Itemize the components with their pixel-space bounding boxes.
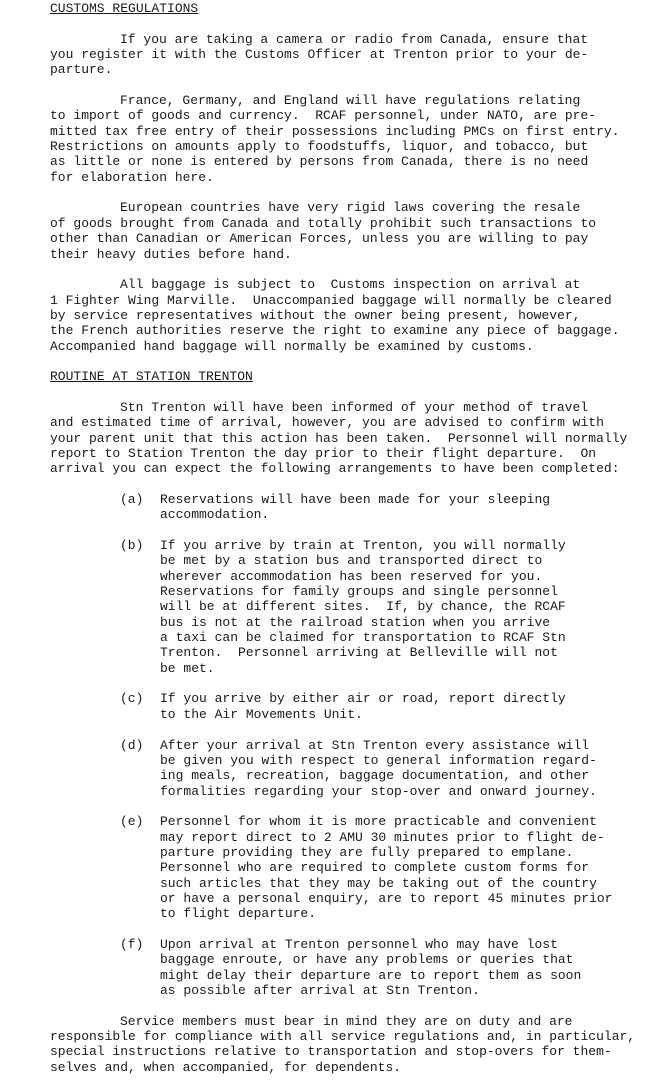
list-item-line: be met by a station bus and transported direct to	[160, 553, 543, 569]
list-item-label: (b)	[120, 538, 144, 554]
list-item-line: to flight departure.	[160, 906, 317, 922]
list-item	[0, 691, 650, 722]
paragraph-line: Service members must bear in mind they are on duty and are	[120, 1013, 573, 1029]
paragraph-line: for elaboration here.	[50, 169, 214, 185]
list-item-line: Upon arrival at Trenton personnel who may have lost	[160, 936, 558, 952]
list-item-line: Personnel who are required to complete custom forms for	[160, 860, 590, 876]
section-heading	[0, 1, 650, 16]
list-item-label: (e)	[120, 814, 144, 830]
list-item-label: (d)	[120, 737, 144, 753]
list-item-label: (a)	[120, 492, 144, 507]
paragraph	[0, 32, 650, 78]
list-item	[0, 937, 650, 998]
list-item-line: such articles that they may be taking out of the country	[160, 875, 597, 891]
list-item-line: may report direct to 2 AMU 30 minutes prior to flight de-	[160, 829, 605, 845]
list-item-line: Reservations will have been made for your sleeping	[160, 492, 551, 507]
paragraph-line: All baggage is subject to Customs inspection on arrival at	[120, 277, 581, 293]
paragraph	[0, 200, 650, 261]
list-item-line: as possible after arrival at Stn Trenton.	[160, 983, 480, 998]
list-item-line: to the Air Movements Unit.	[160, 706, 363, 722]
paragraph	[0, 277, 650, 354]
list-item-line: Reservations for family groups and single personnel	[160, 584, 558, 600]
paragraph	[0, 1014, 650, 1075]
list-item	[0, 738, 650, 799]
list-item-line: or have a personal enquiry, are to report 45 minutes prior	[160, 890, 613, 906]
paragraph-line: European countries have very rigid laws covering the resale	[120, 200, 581, 216]
paragraph-line: to import of goods and currency. RCAF personnel, under NATO, are pre-	[50, 108, 597, 124]
paragraph-line: you register it with the Customs Officer at Trenton prior to your de-	[50, 47, 589, 63]
paragraph-line: by service representatives without the owner being present, however,	[50, 307, 581, 323]
paragraph-line: responsible for compliance with all service regulations and, in particular,	[50, 1029, 636, 1045]
list-item	[0, 814, 650, 921]
paragraph-line: your parent unit that this action has been taken. Personnel will normally	[50, 430, 628, 446]
list-item	[0, 538, 650, 676]
list-item-line: wherever accommodation has been reserved for you.	[160, 568, 543, 584]
list-item-line: ing meals, recreation, baggage documentation, and other	[160, 768, 590, 784]
list-item-line: be given you with respect to general information regard-	[160, 752, 597, 768]
list-item	[0, 492, 650, 523]
list-item-line: might delay their departure are to report them as soon	[160, 967, 582, 983]
list-item-line: will be at different sites. If, by chance, the RCAF	[160, 599, 566, 615]
paragraph-line: as little or none is entered by persons from Canada, there is no need	[50, 154, 589, 170]
list-item-line: If you arrive by either air or road, report directly	[160, 691, 566, 707]
paragraph	[0, 400, 650, 477]
paragraph-line: France, Germany, and England will have regulations relating	[120, 93, 581, 109]
list-item-line: Trenton. Personnel arriving at Belleville will not	[160, 645, 558, 661]
paragraph-line: other than Canadian or American Forces, unless you are willing to pay	[50, 231, 589, 247]
paragraph-line: Accompanied hand baggage will normally be examined by customs.	[50, 338, 534, 354]
list-item-line: be met.	[160, 660, 215, 676]
paragraph-line: Stn Trenton will have been informed of your method of travel	[120, 399, 589, 415]
list-item-label: (f)	[120, 936, 144, 952]
section-heading-text: CUSTOMS REGULATIONS	[50, 1, 199, 16]
list-item-line: bus is not at the railroad station when you arrive	[160, 614, 551, 630]
paragraph-line: report to Station Trenton the day prior to their flight departure. On	[50, 445, 597, 461]
list-item-line: formalities regarding your stop-over and onward journey.	[160, 783, 597, 799]
paragraph-line: Restrictions on amounts apply to foodstuffs, liquor, and tobacco, but	[50, 139, 589, 155]
list-item-line: accommodation.	[160, 507, 270, 523]
paragraph-line: of goods brought from Canada and totally prohibit such transactions to	[50, 215, 597, 231]
list-item-line: If you arrive by train at Trenton, you will normally	[160, 538, 566, 554]
list-item-line: Personnel for whom it is more practicable and convenient	[160, 814, 597, 830]
list-item-line: parture providing they are fully prepared to emplane.	[160, 844, 574, 860]
list-item-line: a taxi can be claimed for transportation to RCAF Stn	[160, 630, 566, 646]
list-item-line: After your arrival at Stn Trenton every assistance will	[160, 737, 590, 753]
paragraph-line: and estimated time of arrival, however, you are advised to confirm with	[50, 415, 604, 431]
paragraph-line: mitted tax free entry of their possessions including PMCs on first entry.	[50, 123, 620, 139]
list-item-label: (c)	[120, 691, 144, 707]
paragraph-line: arrival you can expect the following arrangements to have been completed:	[50, 461, 620, 477]
list-item-line: baggage enroute, or have any problems or queries that	[160, 952, 574, 968]
paragraph-line: the French authorities reserve the right to examine any piece of baggage.	[50, 323, 620, 339]
section-heading-text: ROUTINE AT STATION TRENTON	[50, 369, 253, 385]
paragraph-line: selves and, when accompanied, for dependents.	[50, 1059, 402, 1075]
paragraph	[0, 93, 650, 185]
paragraph-line: parture.	[50, 62, 113, 78]
paragraph-line: If you are taking a camera or radio from Canada, ensure that	[120, 31, 589, 47]
paragraph-line: their heavy duties before hand.	[50, 246, 292, 262]
paragraph-line: special instructions relative to transportation and stop-overs for them-	[50, 1044, 612, 1060]
section-heading	[0, 369, 650, 384]
paragraph-line: 1 Fighter Wing Marville. Unaccompanied baggage will normally be cleared	[50, 292, 612, 308]
document-page	[0, 1, 650, 1090]
